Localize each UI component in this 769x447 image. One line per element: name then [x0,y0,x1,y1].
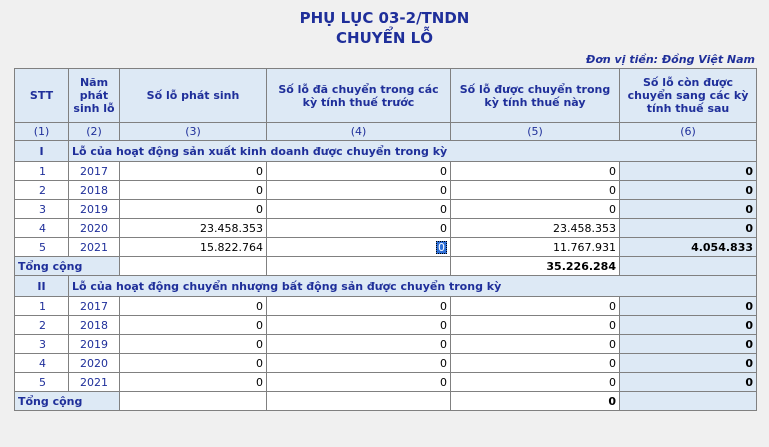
header-loss-carried-current: Số lỗ được chuyển trong kỳ tính thuế này [451,69,620,123]
loss-carried-previous-cell[interactable]: 0 [267,181,451,200]
row-stt: 4 [15,354,69,373]
total-cell-empty [620,257,757,276]
total-cell-empty [267,257,451,276]
column-index-row [15,123,757,141]
loss-carried-previous-cell[interactable]: 0 [267,335,451,354]
loss-carried-previous-cell[interactable]: 0 [267,162,451,181]
loss-carried-current-cell[interactable]: 0 [451,335,620,354]
table-row [15,316,757,335]
section-roman: I [15,141,69,162]
table-row [15,200,757,219]
loss-carried-current-cell[interactable]: 0 [451,200,620,219]
loss-carried-current-cell[interactable]: 0 [451,354,620,373]
table-row [15,219,757,238]
loss-carried-current-cell[interactable]: 0 [451,181,620,200]
table-row [15,354,757,373]
loss-carried-previous-cell[interactable]: 0 [267,373,451,392]
loss-incurred-cell[interactable]: 0 [120,181,267,200]
row-stt: 2 [15,316,69,335]
section-label: Lỗ của hoạt động sản xuất kinh doanh được chuyển trong kỳ [69,141,757,162]
total-loss-carried-current: 35.226.284 [451,257,620,276]
section-label: Lỗ của hoạt động chuyển nhượng bất động sản được chuyển trong kỳ [69,276,757,297]
table-row [15,373,757,392]
table-row [15,181,757,200]
loss-incurred-cell[interactable]: 0 [120,297,267,316]
header-loss-incurred: Số lỗ phát sinh [120,69,267,123]
total-label: Tổng cộng [15,392,120,411]
loss-incurred-cell[interactable]: 0 [120,200,267,219]
row-stt: 1 [15,162,69,181]
loss-remaining-cell: 0 [620,181,757,200]
loss-carried-previous-cell[interactable]: 0 [267,316,451,335]
row-stt: 5 [15,373,69,392]
loss-incurred-cell[interactable]: 0 [120,335,267,354]
table-row [15,335,757,354]
row-year: 2021 [69,238,120,257]
row-stt: 3 [15,335,69,354]
row-year: 2021 [69,373,120,392]
column-index: (2) [69,123,120,141]
page-subtitle: CHUYỂN LỖ [336,29,433,47]
selected-cell-value[interactable]: 0 [438,240,445,254]
loss-incurred-cell[interactable]: 0 [120,162,267,181]
total-cell-empty [120,392,267,411]
loss-carried-current-cell[interactable]: 11.767.931 [451,238,620,257]
section-header-row [15,141,757,162]
column-index: (6) [620,123,757,141]
loss-remaining-cell: 0 [620,335,757,354]
loss-carried-previous-cell[interactable]: 0 [267,200,451,219]
section-header-row [15,276,757,297]
row-stt: 5 [15,238,69,257]
column-index: (3) [120,123,267,141]
loss-remaining-cell: 0 [620,162,757,181]
loss-carried-previous-cell[interactable]: 0 [267,354,451,373]
row-year: 2019 [69,335,120,354]
row-stt: 3 [15,200,69,219]
loss-carried-previous-cell[interactable]: 0 [267,219,451,238]
currency-note: Đơn vị tiền: Đồng Việt Nam [586,53,755,66]
row-year: 2017 [69,162,120,181]
loss-incurred-cell[interactable]: 0 [120,354,267,373]
total-row [15,392,757,411]
loss-carried-current-cell[interactable]: 0 [451,297,620,316]
section-roman: II [15,276,69,297]
loss-incurred-cell[interactable]: 0 [120,373,267,392]
loss-incurred-cell[interactable]: 15.822.764 [120,238,267,257]
loss-incurred-cell[interactable]: 23.458.353 [120,219,267,238]
total-cell-empty [267,392,451,411]
loss-remaining-cell: 4.054.833 [620,238,757,257]
loss-carried-current-cell[interactable]: 0 [451,162,620,181]
loss-remaining-cell: 0 [620,373,757,392]
loss-carried-current-cell[interactable]: 23.458.353 [451,219,620,238]
row-stt: 1 [15,297,69,316]
header-loss-remaining: Số lỗ còn được chuyển sang các kỳ tính thuế sau [620,69,757,123]
row-stt: 4 [15,219,69,238]
total-row [15,257,757,276]
loss-carried-previous-cell-active[interactable] [267,238,451,257]
row-year: 2020 [69,219,120,238]
loss-carried-previous-cell[interactable]: 0 [267,297,451,316]
loss-incurred-cell[interactable]: 0 [120,316,267,335]
header-year: Năm phát sinh lỗ [69,69,120,123]
loss-remaining-cell: 0 [620,200,757,219]
column-index: (5) [451,123,620,141]
page-title: PHỤ LỤC 03-2/TNDN [299,9,470,27]
row-year: 2020 [69,354,120,373]
total-cell-empty [120,257,267,276]
header-stt: STT [15,69,69,123]
header-row [15,69,757,123]
row-year: 2019 [69,200,120,219]
header-loss-carried-previous: Số lỗ đã chuyển trong các kỳ tính thuế trước [267,69,451,123]
loss-remaining-cell: 0 [620,297,757,316]
column-index: (1) [15,123,69,141]
row-year: 2018 [69,316,120,335]
total-cell-empty [620,392,757,411]
row-stt: 2 [15,181,69,200]
loss-remaining-cell: 0 [620,219,757,238]
loss-remaining-cell: 0 [620,316,757,335]
loss-carryforward-table [14,68,757,411]
loss-carried-current-cell[interactable]: 0 [451,373,620,392]
row-year: 2017 [69,297,120,316]
total-label: Tổng cộng [15,257,120,276]
row-year: 2018 [69,181,120,200]
column-index: (4) [267,123,451,141]
loss-remaining-cell: 0 [620,354,757,373]
table-row [15,162,757,181]
total-loss-carried-current: 0 [451,392,620,411]
table-row [15,238,757,257]
loss-carried-current-cell[interactable]: 0 [451,316,620,335]
table-row [15,297,757,316]
